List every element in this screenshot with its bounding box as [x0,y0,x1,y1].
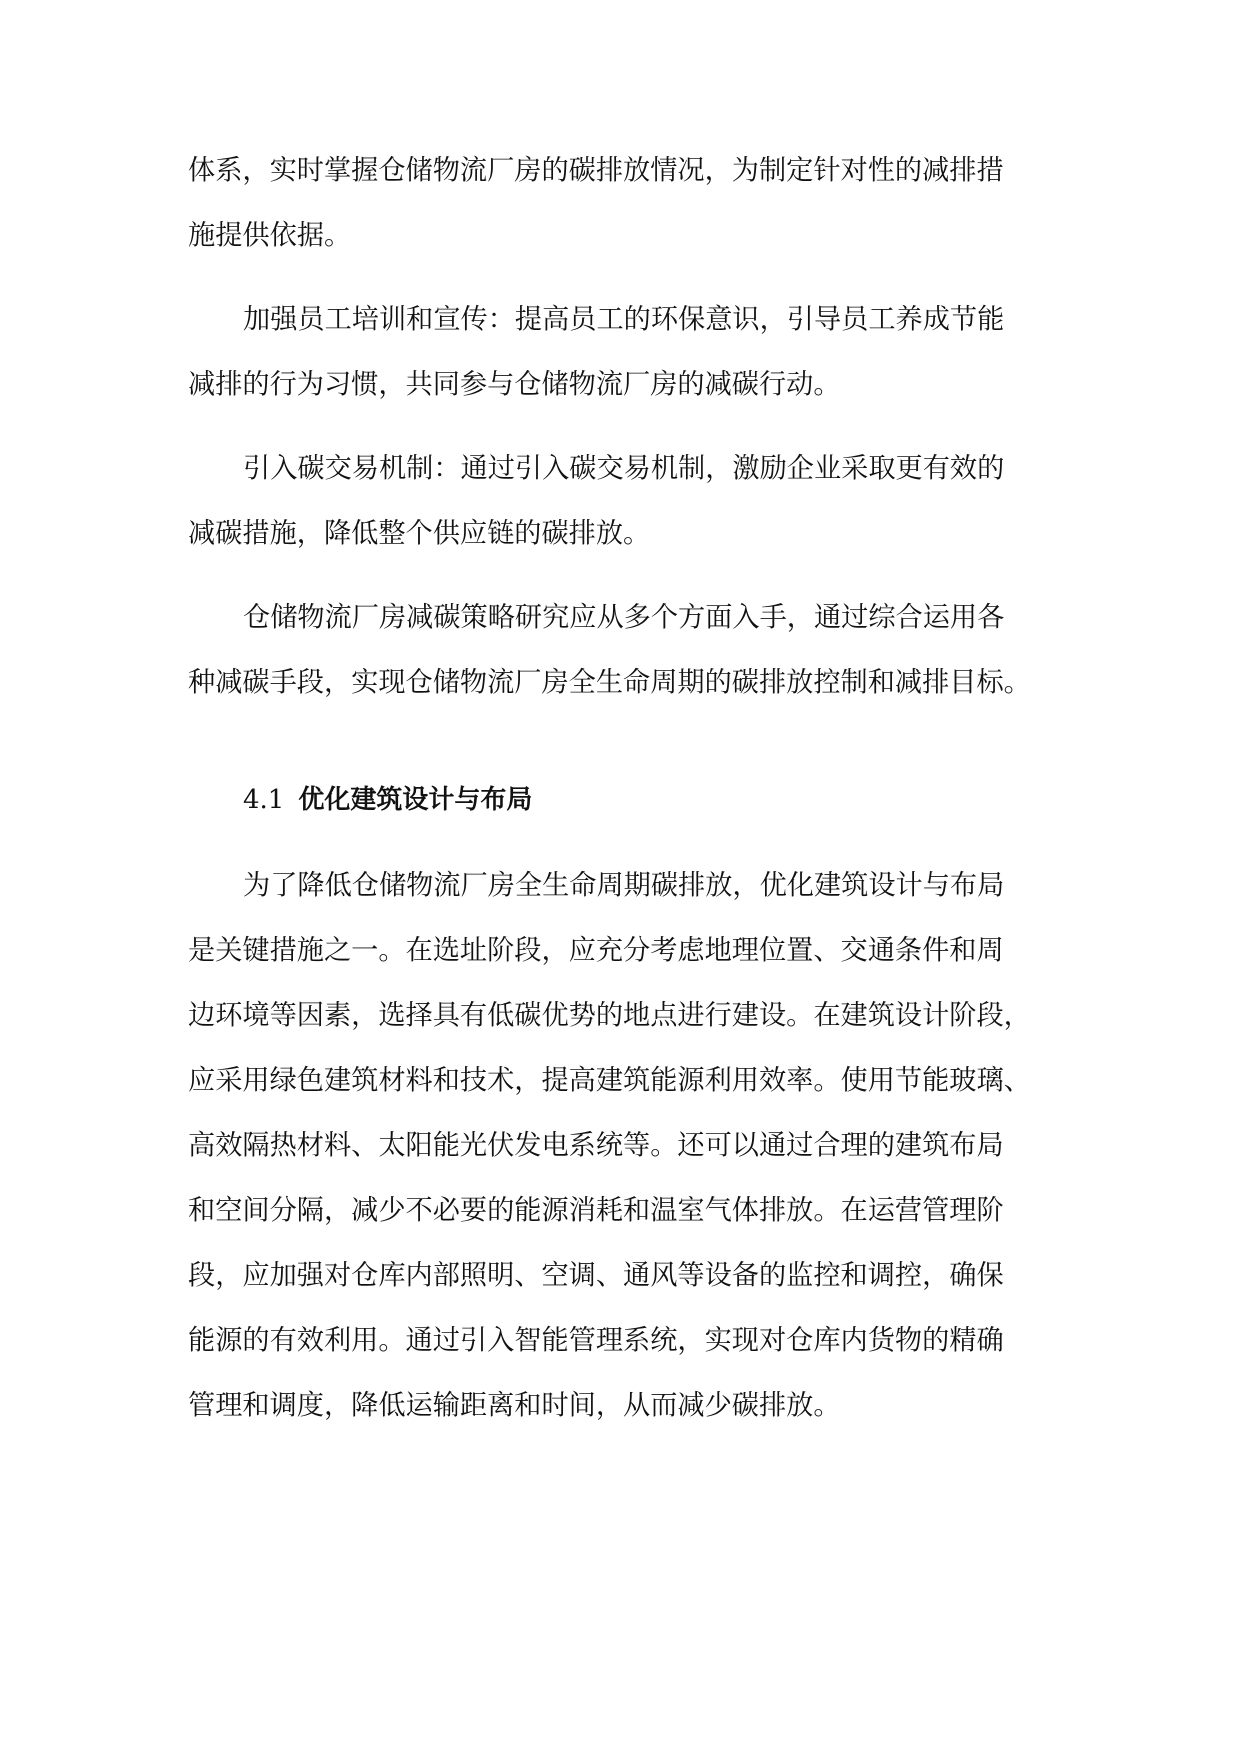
section-heading [243,780,1058,820]
paragraph-5-line-8: 能源的有效利用。通过引入智能管理系统，实现对仓库内货物的精确 [188,1325,1004,1356]
paragraph-4-line-2: 种减碳手段，实现仓储物流厂房全生命周期的碳排放控制和减排目标。 [188,667,1031,698]
paragraph-3-line-1: 引入碳交易机制：通过引入碳交易机制，激励企业采取更有效的 [243,453,1005,484]
paragraph-5-line-7: 段，应加强对仓库内部照明、空调、通风等设备的监控和调控，确保 [188,1260,1004,1291]
paragraph-5-line-2: 是关键措施之一。在选址阶段，应充分考虑地理位置、交通条件和周 [188,935,1004,966]
paragraph-2-line-2: 减排的行为习惯，共同参与仓储物流厂房的减碳行动。 [188,369,841,400]
paragraph-5-line-3: 边环境等因素，选择具有低碳优势的地点进行建设。在建筑设计阶段， [188,1000,1031,1031]
paragraph-1-line-2: 施提供依据。 [188,220,352,251]
section-number: 4.1 [243,785,285,815]
paragraph-1-line-1: 体系，实时掌握仓储物流厂房的碳排放情况，为制定针对性的减排措 [188,155,1004,186]
section-title: 优化建筑设计与布局 [298,785,533,815]
paragraph-4-line-1: 仓储物流厂房减碳策略研究应从多个方面入手，通过综合运用各 [243,602,1005,633]
paragraph-2-line-1: 加强员工培训和宣传：提高员工的环保意识，引导员工养成节能 [243,304,1005,335]
paragraph-5-line-5: 高效隔热材料、太阳能光伏发电系统等。还可以通过合理的建筑布局 [188,1130,1004,1161]
paragraph-5-line-9: 管理和调度，降低运输距离和时间，从而减少碳排放。 [188,1390,841,1421]
paragraph-5-line-4: 应采用绿色建筑材料和技术，提高建筑能源利用效率。使用节能玻璃、 [188,1065,1031,1096]
paragraph-5-line-6: 和空间分隔，减少不必要的能源消耗和温室气体排放。在运营管理阶 [188,1195,1004,1226]
paragraph-5-line-1: 为了降低仓储物流厂房全生命周期碳排放，优化建筑设计与布局 [243,870,1005,901]
paragraph-3-line-2: 减碳措施，降低整个供应链的碳排放。 [188,518,651,549]
